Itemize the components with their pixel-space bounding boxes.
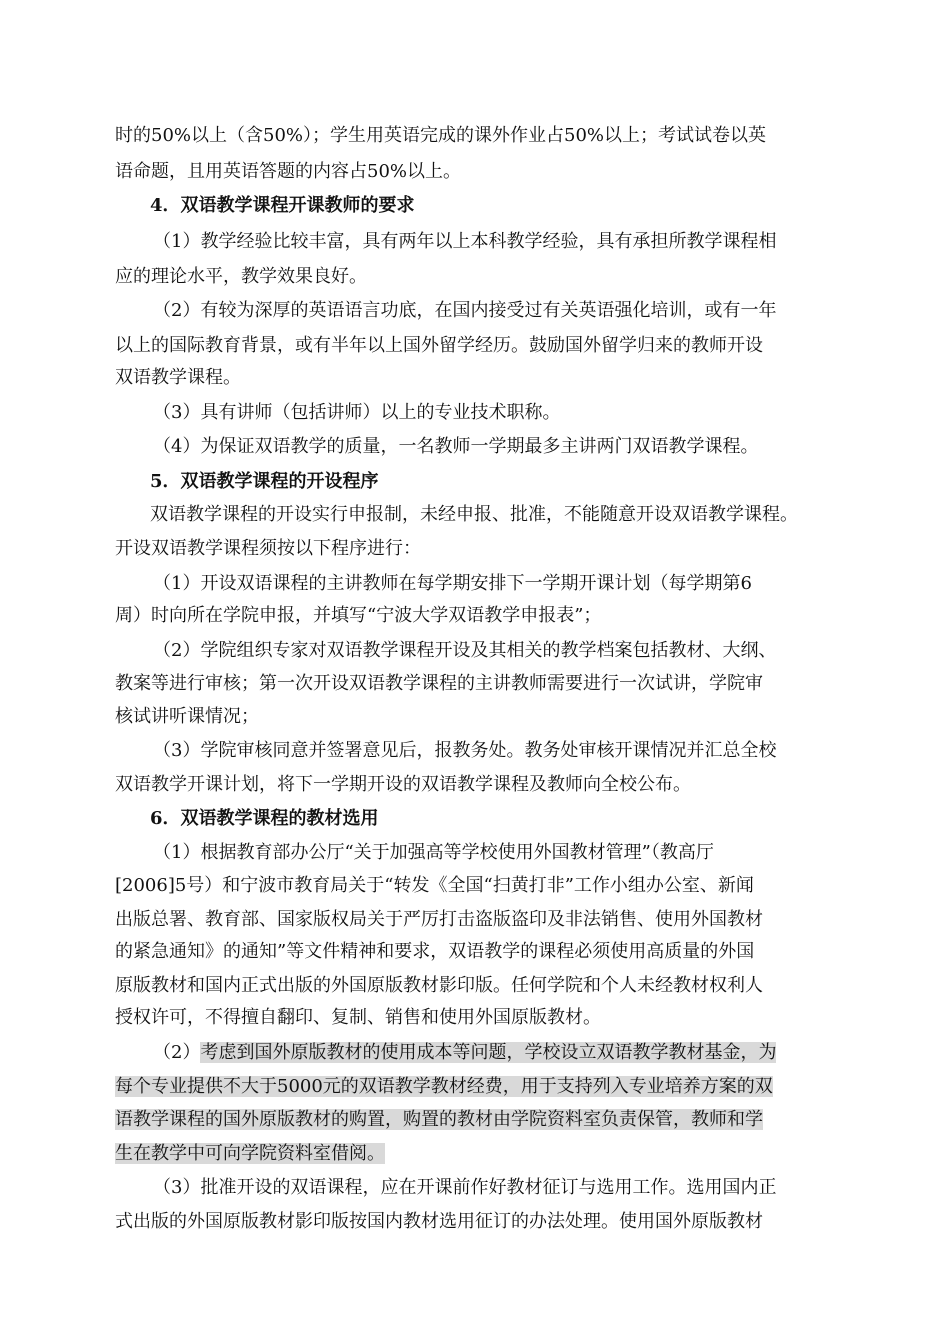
paragraph-line: （1）开设双语课程的主讲教师在每学期安排下一学期开课计划（每学期第6 — [153, 573, 752, 594]
paragraph-line: [2006]5号）和宁波市教育局关于“转发《全国“扫黄打非”工作小组办公室、新闻 — [115, 875, 754, 896]
paragraph-line: 开设双语教学课程须按以下程序进行： — [115, 538, 421, 559]
item-marker: （2） — [153, 1042, 201, 1063]
highlighted-text: 考虑到国外原版教材的使用成本等问题，学校设立双语教学教材基金，为 — [200, 1042, 777, 1063]
section-heading-5: 5．双语教学课程的开设程序 — [150, 471, 379, 492]
paragraph-line — [153, 1041, 840, 1065]
highlighted-text: 生在教学中可向学院资料室借阅。 — [115, 1143, 385, 1164]
paragraph-line: 周）时向所在学院申报，并填写“宁波大学双语教学申报表”； — [115, 605, 602, 626]
paragraph-line — [115, 1108, 840, 1132]
highlighted-text: 语教学课程的国外原版教材的购置，购置的教材由学院资料室负责保管，教师和学 — [115, 1109, 763, 1130]
paragraph-line: 语命题，且用英语答题的内容占50%以上。 — [115, 161, 462, 182]
paragraph-line: 核试讲听课情况； — [115, 706, 259, 727]
paragraph-line: 的紧急通知》的通知”等文件精神和要求，双语教学的课程必须使用高质量的外国 — [115, 941, 755, 962]
paragraph-line: （2）有较为深厚的英语语言功底，在国内接受过有关英语强化培训，或有一年 — [153, 300, 777, 321]
paragraph-line: （3）学院审核同意并签署意见后，报教务处。教务处审核开课情况并汇总全校 — [153, 740, 777, 761]
paragraph-line: 授权许可，不得擅自翻印、复制、销售和使用外国原版教材。 — [115, 1007, 601, 1028]
section-heading-6: 6．双语教学课程的教材选用 — [150, 808, 379, 829]
paragraph-line — [115, 1142, 840, 1166]
paragraph-line — [115, 1075, 840, 1099]
paragraph-line: 双语教学课程的开设实行申报制，未经申报、批准，不能随意开设双语教学课程。 — [150, 504, 798, 525]
paragraph-line: （3）具有讲师（包括讲师）以上的专业技术职称。 — [153, 402, 561, 423]
section-heading-4: 4．双语教学课程开课教师的要求 — [150, 195, 415, 216]
paragraph-line: 式出版的外国原版教材影印版按国内教材选用征订的办法处理。使用国外原版教材 — [115, 1211, 763, 1232]
paragraph-line: （1）根据教育部办公厅“关于加强高等学校使用外国教材管理”（教高厅 — [153, 842, 714, 863]
paragraph-line: 教案等进行审核；第一次开设双语教学课程的主讲教师需要进行一次试讲，学院审 — [115, 673, 763, 694]
paragraph-line: （2）学院组织专家对双语教学课程开设及其相关的教学档案包括教材、大纲、 — [153, 640, 777, 661]
paragraph-line: 双语教学课程。 — [115, 367, 241, 388]
paragraph-line: 原版教材和国内正式出版的外国原版教材影印版。任何学院和个人未经教材权利人 — [115, 975, 763, 996]
paragraph-line: 以上的国际教育背景，或有半年以上国外留学经历。鼓励国外留学归来的教师开设 — [115, 335, 763, 356]
paragraph-line: （3）批准开设的双语课程，应在开课前作好教材征订与选用工作。选用国内正 — [153, 1177, 777, 1198]
paragraph-line: 应的理论水平，教学效果良好。 — [115, 266, 367, 287]
paragraph-line: 时的50%以上（含50%）；学生用英语完成的课外作业占50%以上；考试试卷以英 — [115, 125, 767, 146]
paragraph-line: 出版总署、教育部、国家版权局关于严厉打击盗版盗印及非法销售、使用外国教材 — [115, 909, 763, 930]
paragraph-line: （1）教学经验比较丰富，具有两年以上本科教学经验，具有承担所教学课程相 — [153, 231, 777, 252]
paragraph-line: 双语教学开课计划，将下一学期开设的双语教学课程及教师向全校公布。 — [115, 774, 691, 795]
highlighted-text: 每个专业提供不大于5000元的双语教学教材经费，用于支持列入专业培养方案的双 — [115, 1076, 773, 1097]
paragraph-line: （4）为保证双语教学的质量，一名教师一学期最多主讲两门双语教学课程。 — [153, 436, 759, 457]
